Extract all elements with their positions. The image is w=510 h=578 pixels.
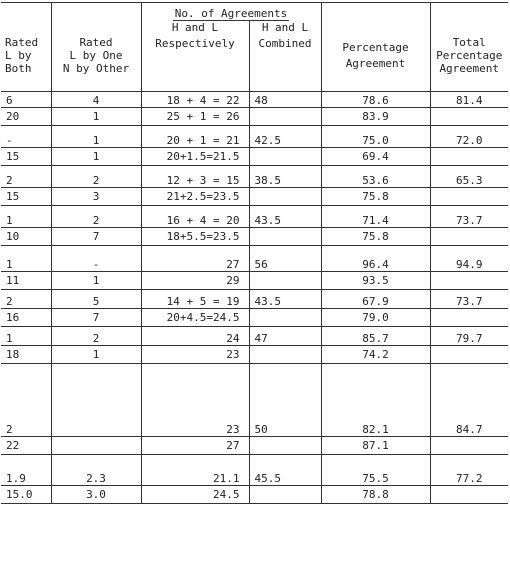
cell-h-and-l-respectively: 21+2.5=23.5 xyxy=(141,187,249,205)
cell-total-percentage: 73.7 xyxy=(430,205,508,227)
cell-total-percentage: 84.7 xyxy=(430,363,508,436)
cell-h-and-l-combined: 45.5 xyxy=(249,454,321,485)
cell-rated-one: 2 xyxy=(51,326,141,345)
cell-rated-both: 2 xyxy=(1,289,51,308)
cell-h-and-l-combined: 48 xyxy=(249,91,321,107)
cell-rated-both: 20 xyxy=(1,107,51,125)
cell-rated-one: - xyxy=(51,245,141,271)
cell-h-and-l-respectively: 20+4.5=24.5 xyxy=(141,308,249,326)
cell-percentage-agreement: 67.9 xyxy=(321,289,430,308)
table-row xyxy=(1,485,508,503)
table-row xyxy=(1,147,508,165)
table-row xyxy=(1,245,508,271)
cell-rated-both: 1 xyxy=(1,205,51,227)
cell-rated-one: 3 xyxy=(51,187,141,205)
cell-h-and-l-respectively: 12 + 3 = 15 xyxy=(141,165,249,187)
cell-h-and-l-respectively: 27 xyxy=(141,245,249,271)
table-row xyxy=(1,289,508,308)
cell-percentage-agreement: 87.1 xyxy=(321,436,430,454)
table-row xyxy=(1,345,508,363)
cell-rated-one: 2 xyxy=(51,165,141,187)
cell-h-and-l-respectively: 23 xyxy=(141,345,249,363)
agreements-group-header: No. of Agreements xyxy=(174,7,288,20)
cell-h-and-l-respectively: 16 + 4 = 20 xyxy=(141,205,249,227)
cell-percentage-agreement: 71.4 xyxy=(321,205,430,227)
cell-h-and-l-respectively: 18+5.5=23.5 xyxy=(141,227,249,245)
table-row xyxy=(1,205,508,227)
cell-total-percentage: 72.0 xyxy=(430,125,508,147)
cell-rated-both: 11 xyxy=(1,271,51,289)
cell-rated-one: 7 xyxy=(51,227,141,245)
cell-h-and-l-respectively: 23 xyxy=(141,363,249,436)
cell-h-and-l-respectively: 21.1 xyxy=(141,454,249,485)
cell-total-percentage: 73.7 xyxy=(430,289,508,308)
cell-percentage-agreement: 78.8 xyxy=(321,485,430,503)
cell-percentage-agreement: 75.5 xyxy=(321,454,430,485)
cell-rated-one: 2.3 xyxy=(51,454,141,485)
cell-rated-both: 2 xyxy=(1,165,51,187)
table-row xyxy=(1,326,508,345)
table-body xyxy=(1,91,508,503)
cell-h-and-l-combined: 43.5 xyxy=(249,289,321,308)
cell-percentage-agreement: 75.8 xyxy=(321,187,430,205)
table-header xyxy=(1,3,508,92)
header-total-percentage: Total Percentage Agreement xyxy=(436,36,503,76)
cell-rated-one: 3.0 xyxy=(51,485,141,503)
cell-percentage-agreement: 74.2 xyxy=(321,345,430,363)
table-row xyxy=(1,308,508,326)
cell-h-and-l-combined: 47 xyxy=(249,326,321,345)
cell-total-percentage: 79.7 xyxy=(430,326,508,345)
cell-percentage-agreement: 93.5 xyxy=(321,271,430,289)
cell-percentage-agreement: 53.6 xyxy=(321,165,430,187)
table-row xyxy=(1,107,508,125)
cell-total-percentage: 65.3 xyxy=(430,165,508,187)
table-row xyxy=(1,436,508,454)
cell-h-and-l-respectively: 24 xyxy=(141,326,249,345)
cell-h-and-l-combined: 42.5 xyxy=(249,125,321,147)
cell-h-and-l-respectively: 18 + 4 = 22 xyxy=(141,91,249,107)
cell-rated-both: 1 xyxy=(1,326,51,345)
cell-rated-one xyxy=(51,363,141,436)
cell-rated-both: 1.9 xyxy=(1,454,51,485)
cell-rated-both: - xyxy=(1,125,51,147)
cell-h-and-l-combined: 43.5 xyxy=(249,205,321,227)
cell-percentage-agreement: 75.8 xyxy=(321,227,430,245)
cell-percentage-agreement: 82.1 xyxy=(321,363,430,436)
cell-rated-one: 1 xyxy=(51,107,141,125)
table-row xyxy=(1,125,508,147)
cell-rated-both: 10 xyxy=(1,227,51,245)
cell-h-and-l-respectively: 24.5 xyxy=(141,485,249,503)
cell-h-and-l-respectively: 20+1.5=21.5 xyxy=(141,147,249,165)
cell-rated-both: 22 xyxy=(1,436,51,454)
table-row xyxy=(1,363,508,436)
cell-h-and-l-combined: 38.5 xyxy=(249,165,321,187)
cell-h-and-l-combined: 50 xyxy=(249,363,321,436)
cell-percentage-agreement: 78.6 xyxy=(321,91,430,107)
cell-rated-both: 15 xyxy=(1,147,51,165)
cell-rated-one: 1 xyxy=(51,271,141,289)
header-rated-both: Rated L by Both xyxy=(5,36,39,76)
agreement-table xyxy=(1,2,508,504)
cell-h-and-l-respectively: 20 + 1 = 21 xyxy=(141,125,249,147)
cell-rated-both: 6 xyxy=(1,91,51,107)
table-row xyxy=(1,227,508,245)
table-row xyxy=(1,454,508,485)
cell-rated-both: 1 xyxy=(1,245,51,271)
cell-rated-one: 4 xyxy=(51,91,141,107)
cell-rated-both: 2 xyxy=(1,363,51,436)
cell-rated-one: 5 xyxy=(51,289,141,308)
table-row xyxy=(1,271,508,289)
cell-percentage-agreement: 79.0 xyxy=(321,308,430,326)
header-h-and-l-respectively: H and L Respectively xyxy=(155,21,235,50)
header-percentage-agreement: Percentage Agreement xyxy=(342,41,409,71)
cell-rated-both: 15.0 xyxy=(1,485,51,503)
table-row xyxy=(1,91,508,107)
cell-total-percentage: 81.4 xyxy=(430,91,508,107)
cell-percentage-agreement: 75.0 xyxy=(321,125,430,147)
cell-rated-one: 1 xyxy=(51,125,141,147)
cell-rated-one xyxy=(51,436,141,454)
cell-h-and-l-respectively: 14 + 5 = 19 xyxy=(141,289,249,308)
cell-h-and-l-respectively: 27 xyxy=(141,436,249,454)
cell-h-and-l-respectively: 25 + 1 = 26 xyxy=(141,107,249,125)
cell-rated-both: 15 xyxy=(1,187,51,205)
cell-percentage-agreement: 83.9 xyxy=(321,107,430,125)
cell-percentage-agreement: 85.7 xyxy=(321,326,430,345)
cell-total-percentage: 77.2 xyxy=(430,454,508,485)
header-h-and-l-combined: H and L Combined xyxy=(258,21,312,50)
cell-rated-both: 18 xyxy=(1,345,51,363)
table-row xyxy=(1,165,508,187)
cell-rated-one: 2 xyxy=(51,205,141,227)
cell-rated-both: 16 xyxy=(1,308,51,326)
cell-total-percentage: 94.9 xyxy=(430,245,508,271)
cell-rated-one: 7 xyxy=(51,308,141,326)
table-row xyxy=(1,187,508,205)
cell-rated-one: 1 xyxy=(51,345,141,363)
header-rated-one: Rated L by One N by Other xyxy=(62,36,130,76)
cell-rated-one: 1 xyxy=(51,147,141,165)
cell-h-and-l-combined: 56 xyxy=(249,245,321,271)
cell-percentage-agreement: 69.4 xyxy=(321,147,430,165)
cell-h-and-l-respectively: 29 xyxy=(141,271,249,289)
cell-percentage-agreement: 96.4 xyxy=(321,245,430,271)
